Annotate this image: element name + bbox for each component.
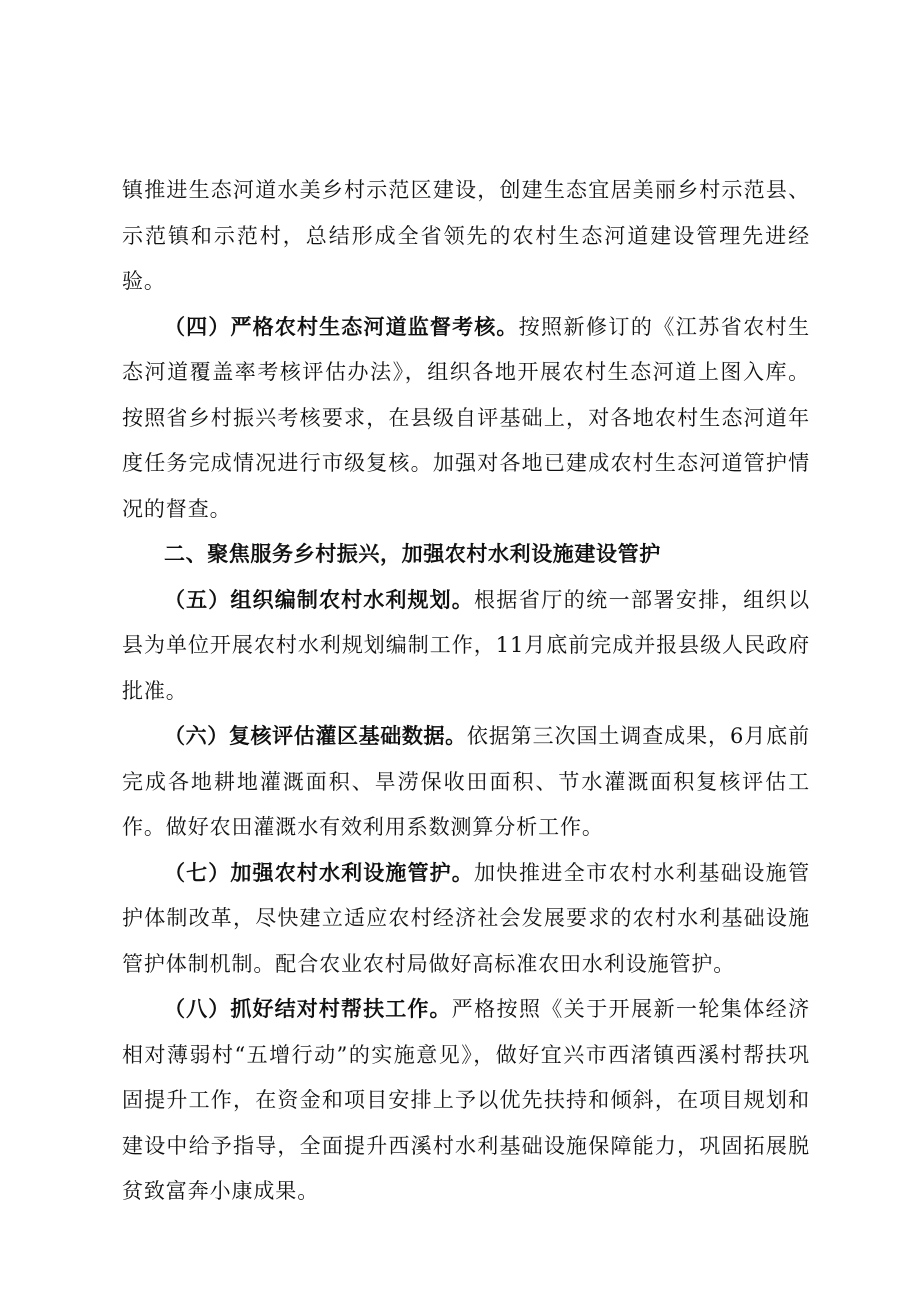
- paragraph-irrigation-data: [122, 714, 810, 851]
- paragraph-lead: （八）抓好结对村帮扶工作。: [164, 997, 452, 1021]
- paragraph-village-assistance: [122, 987, 810, 1215]
- section-heading: 二、聚焦服务乡村振兴，加强农村水利设施建设管护: [164, 542, 661, 566]
- paragraph-text: 镇推进生态河道水美乡村示范区建设，创建生态宜居美丽乡村示范县、示范镇和示范村，总结形成全省领先的农村生态河道建设管理先进经验。: [122, 178, 810, 293]
- paragraph-lead: （四）严格农村生态河道监督考核。: [164, 314, 519, 339]
- paragraph-facility-maintenance: [122, 851, 810, 988]
- paragraph-lead: （六）复核评估灌区基础数据。: [164, 724, 467, 748]
- document-body: [122, 168, 810, 1215]
- paragraph-ecological-river-supervision: [122, 305, 810, 533]
- paragraph-text: 严格按照《关于开展新一轮集体经济相对薄弱村“五增行动”的实施意见》，做好宜兴市西渚镇西溪村帮扶巩固提升工作，在资金和项目安排上予以优先扶持和倾斜，在项目规划和建设中给予指导，全面提升西溪村水利基础设施保障能力，巩固拓展脱贫致富奔小康成果。: [122, 997, 810, 1203]
- paragraph-text: 加快推进全市农村水利基础设施管护体制改革，尽快建立适应农村经济社会发展要求的农村水利基础设施管护体制机制。配合农业农村局做好高标准农田水利设施管护。: [122, 860, 810, 976]
- paragraph-text: 按照新修订的《江苏省农村生态河道覆盖率考核评估办法》，组织各地开展农村生态河道上图入库。按照省乡村振兴考核要求，在县级自评基础上，对各地农村生态河道年度任务完成情况进行市级复核。加强对各地已建成农村生态河道管护情况的督查。: [122, 314, 810, 521]
- paragraph-text: 依据第三次国土调查成果，6月底前完成各地耕地灌溉面积、旱涝保收田面积、节水灌溉面积复核评估工作。做好农田灌溉水有效利用系数测算分析工作。: [122, 724, 811, 839]
- paragraph-continuation: [122, 168, 810, 305]
- paragraph-lead: （七）加强农村水利设施管护。: [164, 860, 474, 885]
- paragraph-water-planning: [122, 578, 810, 715]
- paragraph-lead: （五）组织编制农村水利规划。: [164, 587, 474, 612]
- paragraph-text: 根据省厅的统一部署安排，组织以县为单位开展农村水利规划编制工作，11月底前完成并报县级人民政府批准。: [122, 587, 810, 703]
